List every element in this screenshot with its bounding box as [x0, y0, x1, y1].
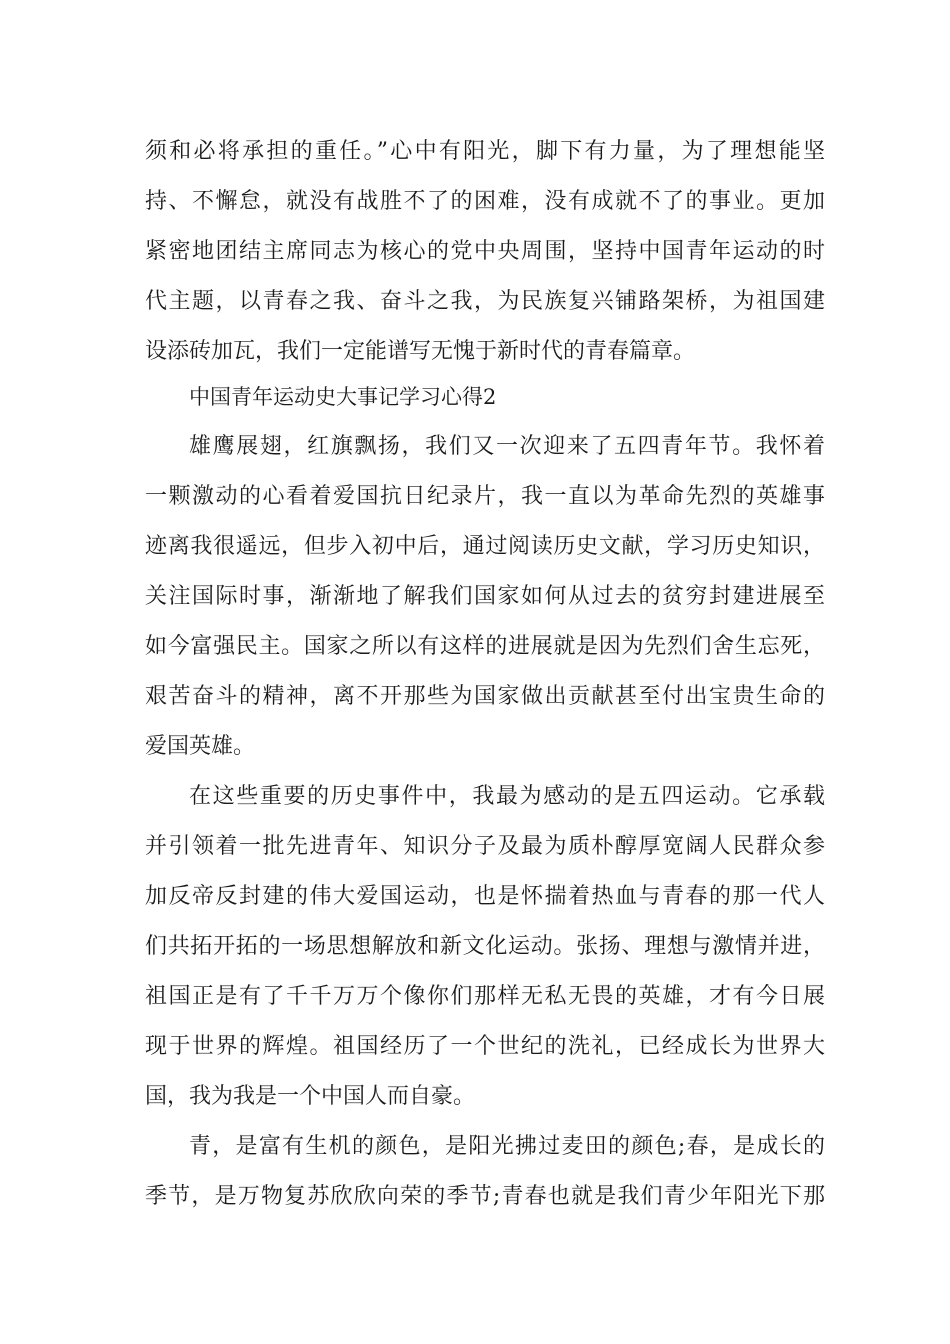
text-line: 祖国正是有了千千万万个像你们那样无私无畏的英雄，才有今日展	[145, 984, 825, 1009]
paragraph-2	[145, 772, 825, 1122]
text-line: 代主题，以青春之我、奋斗之我，为民族复兴铺路架桥，为祖国建	[145, 289, 825, 314]
text-line: 如今富强民主。国家之所以有这样的进展就是因为先烈们舍生忘死，	[145, 634, 825, 659]
text-line: 国，我为我是一个中国人而自豪。	[145, 1084, 476, 1109]
text-line: 在这些重要的历史事件中，我最为感动的是五四运动。它承载	[189, 784, 825, 809]
text-line: 关注国际时事，渐渐地了解我们国家如何从过去的贫穷封建进展至	[145, 584, 825, 609]
text-line: 艰苦奋斗的精神，离不开那些为国家做出贡献甚至付出宝贵生命的	[145, 684, 825, 709]
text-line: 一颗激动的心看着爱国抗日纪录片，我一直以为革命先烈的英雄事	[145, 484, 825, 509]
section-heading	[145, 372, 825, 422]
text-line: 们共拓开拓的一场思想解放和新文化运动。张扬、理想与激情并进，	[145, 934, 825, 959]
text-line: 爱国英雄。	[145, 734, 256, 759]
paragraph-continued	[145, 127, 825, 377]
heading-text: 中国青年运动史大事记学习心得2	[189, 385, 497, 409]
text-line: 迹离我很遥远，但步入初中后，通过阅读历史文献，学习历史知识，	[145, 534, 825, 559]
text-line: 须和必将承担的重任。”心中有阳光，脚下有力量，为了理想能坚	[145, 139, 825, 164]
paragraph-3	[145, 1122, 825, 1222]
text-line: 持、不懈怠，就没有战胜不了的困难，没有成就不了的事业。更加	[145, 189, 825, 214]
text-line: 雄鹰展翅，红旗飘扬，我们又一次迎来了五四青年节。我怀着	[189, 434, 825, 459]
text-line: 设添砖加瓦，我们一定能谱写无愧于新时代的青春篇章。	[145, 339, 696, 364]
text-line: 加反帝反封建的伟大爱国运动，也是怀揣着热血与青春的那一代人	[145, 884, 825, 909]
text-line: 现于世界的辉煌。祖国经历了一个世纪的洗礼，已经成长为世界大	[145, 1034, 825, 1059]
paragraph-1	[145, 422, 825, 772]
text-line: 青，是富有生机的颜色，是阳光拂过麦田的颜色;春，是成长的	[189, 1134, 825, 1159]
text-line: 季节，是万物复苏欣欣向荣的季节;青春也就是我们青少年阳光下那	[145, 1184, 825, 1209]
text-line: 并引领着一批先进青年、知识分子及最为质朴醇厚宽阔人民群众参	[145, 834, 825, 859]
text-line: 紧密地团结主席同志为核心的党中央周围，坚持中国青年运动的时	[145, 239, 825, 264]
